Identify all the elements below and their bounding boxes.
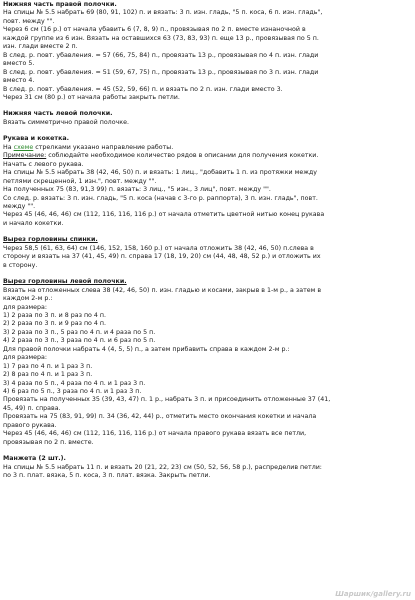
text-line: 3) 4 раза по 5 п., 4 раза по 4 п. и 1 раз 3 п. xyxy=(3,379,146,387)
text-line: Провязать на полученных 35 (39, 43, 47) п. 1 р., набрать 3 п. и присоединить отложенные 37 (41, xyxy=(3,396,331,404)
text-line: Начать с левого рукава. xyxy=(3,160,84,168)
section xyxy=(3,110,411,127)
note-label: Примечание: xyxy=(3,152,47,160)
text-line: 2) 8 раз по 4 п. и 1 раз 3 п. xyxy=(3,371,93,379)
text-line: Вязать на отложенных слева 38 (42, 46, 50) п. изн. гладью и косами, закрыв в 1-м р., а затем в xyxy=(3,286,322,294)
text-line: провязывая по 2 п. вместе. xyxy=(3,438,94,446)
spacer xyxy=(3,127,411,135)
text-line: 2) 2 раза по 3 п. и 9 раз по 4 п. xyxy=(3,320,107,328)
text-line: В след. р. повт. убавления. = 57 (66, 75, 84) п., провязать 13 р., провязывая по 4 п. изн. глади xyxy=(3,51,319,59)
section-heading: Нижняя часть правой полочки. xyxy=(3,1,117,8)
text-line: сторону и вязать на 37 (41, 45, 49) п. справа 17 (18, 19, 20) см (44, 48, 48, 52 р.) и отложить их xyxy=(3,253,321,261)
text-line: каждом 2-м р.: xyxy=(3,295,53,303)
text-line: Со след. р. вязать: 3 п. изн. гладь, "5 п. коса (начав с 3-го р. раппорта), 3 п. изн. гладь", повт. xyxy=(3,194,318,202)
spacer xyxy=(3,228,411,236)
text-line: для размера: xyxy=(3,303,47,311)
text-line: для размера: xyxy=(3,354,47,362)
scheme-link[interactable]: схеме xyxy=(13,143,34,151)
section-heading: Манжета (2 шт.). xyxy=(3,455,66,463)
section-heading: Вырез горловины левой полочки. xyxy=(3,278,127,286)
text-line: петлями скрещенной, 1 изн.", повт. между "". xyxy=(3,177,157,185)
section-heading: Нижняя часть левой полочки. xyxy=(3,110,113,118)
text-line: каждой группе из 6 изн. Вязать на оставшихся 63 (73, 83, 93) п. еще 13 р., провязывая по 5 п. xyxy=(3,34,319,42)
section xyxy=(3,236,411,270)
text-line: Через 6 см (16 р.) от начала убавить 6 (7, 8, 9) п., провязывая по 2 п. вместе изнаночной в xyxy=(3,26,306,34)
text-line: Через 45 (46, 46, 46) см (112, 116, 116, 116 р.) от начала правого рукава вязать все петли, xyxy=(3,430,307,438)
section xyxy=(3,135,411,228)
text-line: Через 45 (46, 46, 46) см (112, 116, 116, 116 р.) от начала отметить цветной нитью конец рукава xyxy=(3,211,325,219)
text-line: Через 58,5 (61, 63, 64) см (146, 152, 158, 160 р.) от начала отложить 38 (42, 46, 50) п.слева в xyxy=(3,244,314,252)
text-line: В след. р. повт. убавления. = 45 (52, 59, 66) п. и вязать по 2 п. изн. глади вместо 3. xyxy=(3,85,283,93)
text-line: 45, 49) п. справа. xyxy=(3,404,61,412)
text-line: На спицы № 5.5 набрать 38 (42, 46, 50) п. и вязать: 1 лиц., "добавить 1 п. из протяжки между xyxy=(3,169,317,177)
document-body xyxy=(3,1,411,481)
text-line: вместо 5. xyxy=(3,60,35,68)
text-line: На схеме стрелками указано направление работы. xyxy=(3,143,174,151)
text-line: 4) 6 раз по 5 п., 3 раза по 4 п. и 1 раз 3 п. xyxy=(3,388,142,396)
text-line: Для правой полочки набрать 4 (4, 5, 5) п., а затем прибавить справа в каждом 2-м р.: xyxy=(3,345,290,353)
text-line: 3) 2 раза по 3 п., 5 раз по 4 п. и 4 раза по 5 п. xyxy=(3,328,156,336)
text-line: и начало кокетки. xyxy=(3,219,64,227)
text-line: Примечание: соблюдайте необходимое количество рядов в описании для получения кокетки. xyxy=(3,152,319,160)
text-line: 4) 2 раза по 3 п., 3 раза по 4 п. и 6 раз по 5 п. xyxy=(3,337,156,345)
spacer xyxy=(3,447,411,455)
text-line: На спицы № 5.5 набрать 69 (80, 91, 102) п. и вязать: 3 п. изн. гладь, "5 п. коса, 6 п. изн. гладь", xyxy=(3,9,323,17)
text-line: правого рукава. xyxy=(3,421,57,429)
text-line: 1) 2 раза по 3 п. и 8 раз по 4 п. xyxy=(3,311,107,319)
text-line: На полученных 75 (83, 91,3 99) п. вязать: 3 лиц., "5 изн., 3 лиц", повт. между "". xyxy=(3,186,271,194)
section xyxy=(3,278,411,447)
text-line: Провязать на 75 (83, 91, 99) п. 34 (36, 42, 44) р., отметить место окончания кокетки и начала xyxy=(3,413,317,421)
text-line: вместо 4. xyxy=(3,77,35,85)
section-heading: Вырез горловины спинки. xyxy=(3,236,98,244)
section xyxy=(3,1,411,102)
text-line: изн. глади вместе 2 п. xyxy=(3,43,78,51)
text-line: Вязать симметрично правой полочке. xyxy=(3,118,129,126)
text-line: На спицы № 5.5 набрать 11 п. и вязать 20 (21, 22, 23) см (50, 52, 56, 58 р.), распределив петли: xyxy=(3,463,322,471)
text-line: повт. между "". xyxy=(3,17,55,25)
watermark: Шаршик/gallery.ru xyxy=(335,589,411,598)
text-line: по 3 п. плат. вязка, 5 п. коса, 3 п. плат. вязка. Закрыть петли. xyxy=(3,472,211,480)
text-line: 1) 7 раз по 4 п. и 1 раз 3 п. xyxy=(3,362,93,370)
text-line: В след. р. повт. убавления. = 51 (59, 67, 75) п., провязать 13 р., провязывая по 3 п. изн. глади xyxy=(3,68,319,76)
spacer xyxy=(3,270,411,278)
text-line: в сторону. xyxy=(3,261,38,269)
spacer xyxy=(3,102,411,110)
text-line: между "". xyxy=(3,202,36,210)
text-line: Через 31 см (80 р.) от начала работы закрыть петли. xyxy=(3,93,180,101)
section-heading: Рукава и кокетка. xyxy=(3,135,69,143)
section xyxy=(3,455,411,480)
